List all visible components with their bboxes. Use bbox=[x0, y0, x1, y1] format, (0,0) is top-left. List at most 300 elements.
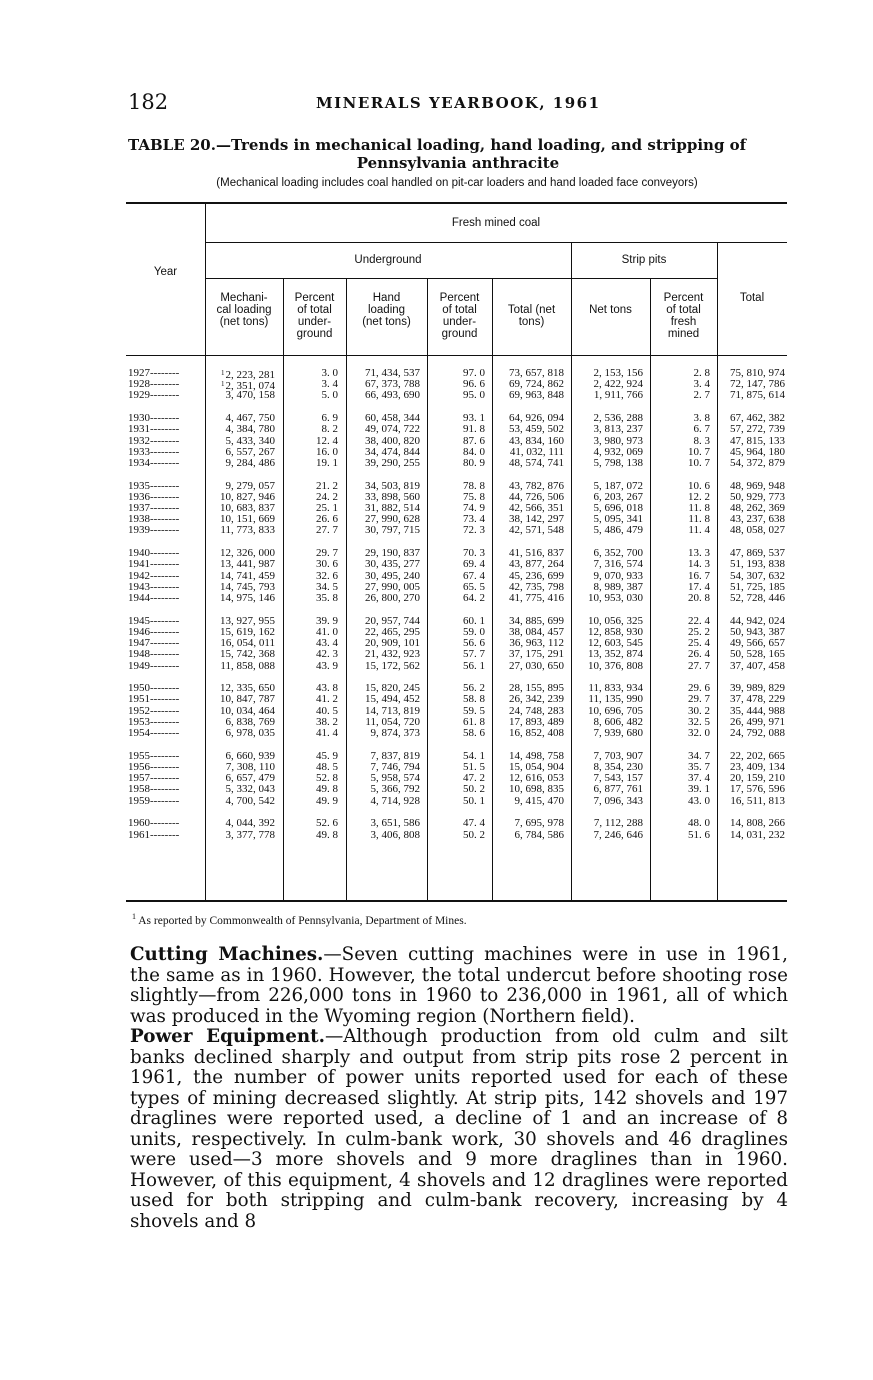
group-gap bbox=[284, 604, 338, 616]
table-cell-pct-strip: 27. 7 bbox=[688, 659, 710, 672]
table-cell-pct-strip: 3. 4 bbox=[693, 378, 710, 391]
table-cell-mech: 14, 741, 459 bbox=[220, 569, 275, 582]
table-cell-tot-ug: 7, 695, 978 bbox=[514, 817, 564, 830]
table-cell-mech: 13, 927, 955 bbox=[220, 614, 275, 627]
table-cell-pct-strip: 29. 6 bbox=[688, 682, 710, 695]
table-cell-pct-mech: 52. 6 bbox=[316, 817, 338, 830]
table-cell-tot-ug: 14, 498, 758 bbox=[509, 749, 564, 762]
table-cell-hand: 60, 458, 344 bbox=[365, 412, 420, 425]
header-total-underground: Total (net tons) bbox=[507, 304, 556, 328]
leader-dots: -------- bbox=[150, 727, 180, 740]
table-cell-mech: 14, 975, 146 bbox=[220, 591, 275, 604]
table-cell-pct-strip: 10. 7 bbox=[688, 456, 710, 469]
table-cell-tot-ug: 73, 657, 818 bbox=[509, 367, 564, 379]
year-label: 1961 bbox=[128, 828, 150, 841]
group-gap bbox=[718, 604, 785, 616]
year-label: 1954 bbox=[128, 727, 150, 740]
table-cell-total: 14, 808, 266 bbox=[730, 817, 785, 830]
table-cell-hand: 29, 190, 837 bbox=[365, 547, 420, 560]
table-cell-pct-mech: 12. 4 bbox=[316, 434, 338, 447]
table-cell-pct-hand: 50. 2 bbox=[463, 828, 485, 841]
column-pct-strip bbox=[651, 368, 710, 841]
table-cell-pct-mech: 3. 4 bbox=[321, 378, 338, 391]
table-cell-pct-mech: 16. 0 bbox=[316, 445, 338, 458]
table-cell-hand: 5, 366, 792 bbox=[370, 783, 420, 796]
leader-dots: -------- bbox=[150, 558, 180, 571]
table-cell-pct-mech: 49. 9 bbox=[316, 794, 338, 807]
year-label: 1953 bbox=[128, 715, 150, 728]
table-cell-total: 43, 237, 638 bbox=[730, 513, 785, 526]
table-cell-pct-strip: 26. 4 bbox=[688, 648, 710, 661]
table-cell-net: 2, 153, 156 bbox=[593, 367, 643, 379]
table-cell-pct-hand: 87. 6 bbox=[463, 434, 485, 447]
table-cell-hand: 21, 432, 923 bbox=[365, 648, 420, 661]
column-net-tons bbox=[572, 368, 643, 841]
table-cell-net: 5, 696, 018 bbox=[593, 502, 643, 515]
table-cell-net: 6, 877, 761 bbox=[593, 783, 643, 796]
table-cell-mech: 15, 742, 368 bbox=[220, 648, 275, 661]
header-mech-loading: Mechani- cal loading (net tons) bbox=[216, 292, 272, 328]
paragraph-text: —Although production from old culm and silt banks declined sharply and output from strip pits rose 2 percent in 1961, the number of power units reported used for each of these types of mining decreased slightly. At strip pits, 142 shovels and 197 draglines were reported used, a decline of 1 and an increase of 8 units, respectively. In culm-bank work, 30 shovels and 46 draglines were used—3 more shovels and 9 more draglines than in 1960. However, of this equipment, 4 shovels and 12 draglines were reported used for both stripping and culm-bank recovery, increasing by 4 shovels and 8 bbox=[130, 1026, 788, 1232]
header-total: Total bbox=[739, 292, 765, 304]
year-label: 1936 bbox=[128, 490, 150, 503]
header-pct-fresh: Percent of total fresh mined bbox=[663, 292, 704, 340]
table-cell-mech: 3, 377, 778 bbox=[225, 828, 275, 841]
table-cell-pct-mech: 41. 4 bbox=[316, 727, 338, 740]
table-cell-pct-mech: 25. 1 bbox=[316, 502, 338, 515]
table-cell-net: 10, 376, 808 bbox=[588, 659, 643, 672]
table-cell-tot-ug: 42, 571, 548 bbox=[509, 524, 564, 537]
cell-value: 2, 223, 281 bbox=[225, 369, 275, 381]
table-cell-total: 50, 943, 387 bbox=[730, 625, 785, 638]
year-label: 1949 bbox=[128, 659, 150, 672]
table-cell-mech: 11, 858, 088 bbox=[220, 659, 275, 672]
paragraph-cutting-machines bbox=[130, 945, 788, 1027]
table-cell-net: 5, 187, 072 bbox=[593, 479, 643, 492]
table-cell-net: 7, 703, 907 bbox=[593, 749, 643, 762]
table-cell-hand: 30, 435, 277 bbox=[365, 558, 420, 571]
table-cell-tot-ug: 44, 726, 506 bbox=[509, 490, 564, 503]
table-cell-pct-mech: 27. 7 bbox=[316, 524, 338, 537]
year-label: 1935 bbox=[128, 479, 150, 492]
table-cell-pct-hand: 72. 3 bbox=[463, 524, 485, 537]
leader-dots: -------- bbox=[150, 817, 180, 830]
table-cell-hand: 3, 651, 586 bbox=[370, 817, 420, 830]
table-cell-total: 52, 728, 446 bbox=[730, 591, 785, 604]
table-cell-net: 11, 135, 990 bbox=[588, 693, 643, 706]
header-strip-pits: Strip pits bbox=[621, 254, 667, 266]
header-hand-loading: Hand loading (net tons) bbox=[362, 292, 411, 328]
table-cell-tot-ug: 41, 516, 837 bbox=[509, 547, 564, 560]
table-top-rule bbox=[126, 202, 787, 204]
table-cell-total: 54, 307, 632 bbox=[730, 569, 785, 582]
table-cell-mech: 11, 773, 833 bbox=[220, 524, 275, 537]
table-cell-total: 16, 511, 813 bbox=[730, 794, 785, 807]
table-cell-total: 47, 815, 133 bbox=[730, 434, 785, 447]
header-year: Year bbox=[153, 266, 178, 278]
group-gap bbox=[347, 469, 420, 481]
year-label: 1928 bbox=[128, 378, 150, 391]
table-cell-pct-mech: 48. 5 bbox=[316, 761, 338, 773]
table-cell-pct-hand: 59. 0 bbox=[463, 625, 485, 638]
table-cell-pct-strip: 25. 4 bbox=[688, 637, 710, 650]
table-cell-pct-mech: 21. 2 bbox=[316, 479, 338, 492]
table-cell-total: 44, 942, 024 bbox=[730, 614, 785, 627]
table-cell-pct-mech: 38. 2 bbox=[316, 715, 338, 728]
table-cell-net: 12, 858, 930 bbox=[588, 625, 643, 638]
leader-dots: -------- bbox=[150, 648, 180, 661]
table-cell-tot-ug: 17, 893, 489 bbox=[509, 715, 564, 728]
table-title-line2: Pennsylvania anthracite bbox=[356, 154, 560, 172]
header-bottom-rule bbox=[126, 355, 787, 356]
table-cell-pct-hand: 57. 7 bbox=[463, 648, 485, 661]
table-cell-net: 11, 833, 934 bbox=[588, 682, 643, 695]
table-cell-pct-strip: 10. 6 bbox=[688, 479, 710, 492]
table-cell-tot-ug: 6, 784, 586 bbox=[514, 828, 564, 841]
table-cell-mech: 16, 054, 011 bbox=[220, 637, 275, 650]
year-label: 1939 bbox=[128, 524, 150, 537]
table-cell-pct-strip: 25. 2 bbox=[688, 625, 710, 638]
table-cell-mech: 5, 332, 043 bbox=[225, 783, 275, 796]
table-cell-pct-strip: 16. 7 bbox=[688, 569, 710, 582]
table-cell-year bbox=[128, 661, 204, 672]
table-cell-total: 39, 989, 829 bbox=[730, 682, 785, 695]
leader-dots: -------- bbox=[150, 547, 180, 560]
table-cell-hand: 71, 434, 537 bbox=[365, 367, 420, 379]
year-label: 1959 bbox=[128, 794, 150, 807]
leader-dots: -------- bbox=[150, 412, 180, 425]
footnote-ref: 1 bbox=[221, 380, 225, 389]
table-cell-total: 20, 159, 210 bbox=[730, 772, 785, 785]
table-cell-net: 5, 798, 138 bbox=[593, 456, 643, 469]
table-cell-pct-strip: 51. 6 bbox=[688, 828, 710, 841]
table-cell-year bbox=[128, 830, 204, 841]
table-cell-pct-hand: 61. 8 bbox=[463, 715, 485, 728]
table-cell-net: 13, 352, 874 bbox=[588, 648, 643, 661]
table-cell-net: 10, 696, 705 bbox=[588, 704, 643, 717]
table-cell-pct-hand: 59. 5 bbox=[463, 704, 485, 717]
group-gap bbox=[493, 469, 564, 481]
table-cell-total: 17, 576, 596 bbox=[730, 783, 785, 796]
table-cell-hand: 7, 837, 819 bbox=[370, 749, 420, 762]
leader-dots: -------- bbox=[150, 761, 180, 773]
table-cell-net: 7, 543, 157 bbox=[593, 772, 643, 785]
table-cell-total: 48, 058, 027 bbox=[730, 524, 785, 537]
table-cell-mech: 6, 978, 035 bbox=[225, 727, 275, 740]
table-cell-hand: 27, 990, 628 bbox=[365, 513, 420, 526]
page-number: 182 bbox=[128, 90, 169, 114]
table-cell-total: 48, 262, 369 bbox=[730, 502, 785, 515]
year-label: 1929 bbox=[128, 389, 150, 402]
header-rule-sub bbox=[205, 278, 717, 279]
table-cell-pct-strip: 11. 8 bbox=[688, 502, 710, 515]
table-cell-total: 47, 869, 537 bbox=[730, 547, 785, 560]
table-cell-mech: 14, 745, 793 bbox=[220, 580, 275, 593]
table-cell-tot-ug: 34, 885, 699 bbox=[509, 614, 564, 627]
table-cell-pct-strip: 35. 7 bbox=[688, 761, 710, 773]
table-cell-mech: 13, 441, 987 bbox=[220, 558, 275, 571]
table-cell-mech: 6, 657, 479 bbox=[225, 772, 275, 785]
table-cell-net: 10, 953, 030 bbox=[588, 591, 643, 604]
table-cell-total: 35, 444, 988 bbox=[730, 704, 785, 717]
table-cell-pct-strip: 32. 5 bbox=[688, 715, 710, 728]
header-pct-hand: Percent of total under- ground bbox=[439, 292, 480, 340]
leader-dots: -------- bbox=[150, 637, 180, 650]
table-cell-pct-hand: 95. 0 bbox=[463, 389, 485, 402]
table-cell-mech: 15, 619, 162 bbox=[220, 625, 275, 638]
table-cell-net: 7, 939, 680 bbox=[593, 727, 643, 740]
group-gap bbox=[572, 604, 643, 616]
table-cell-net: 8, 606, 482 bbox=[593, 715, 643, 728]
table-cell-total: 71, 875, 614 bbox=[730, 389, 785, 402]
leader-dots: -------- bbox=[150, 569, 180, 582]
footnote-text: As reported by Commonwealth of Pennsylvania, Department of Mines. bbox=[138, 914, 467, 927]
table-cell-net: 9, 070, 933 bbox=[593, 569, 643, 582]
table-cell-pct-mech: 3. 0 bbox=[321, 367, 338, 379]
table-cell-pct-mech: 29. 7 bbox=[316, 547, 338, 560]
table-cell-total: 57, 272, 739 bbox=[730, 423, 785, 436]
header-net-tons: Net tons bbox=[589, 304, 632, 316]
table-cell-pct-mech: 49. 8 bbox=[316, 783, 338, 796]
table-cell-hand: 3, 406, 808 bbox=[370, 828, 420, 841]
year-label: 1937 bbox=[128, 502, 150, 515]
year-label: 1927 bbox=[128, 367, 150, 379]
table-cell-pct-hand: 56. 2 bbox=[463, 682, 485, 695]
table-cell-pct-hand: 74. 9 bbox=[463, 502, 485, 515]
header-rule-fresh bbox=[205, 242, 787, 243]
table-cell-total: 49, 566, 657 bbox=[730, 637, 785, 650]
table-cell-hand: 20, 957, 744 bbox=[365, 614, 420, 627]
table-cell-pct-hand: 64. 2 bbox=[463, 591, 485, 604]
group-gap bbox=[572, 469, 643, 481]
table-cell-mech: 9, 284, 486 bbox=[225, 456, 275, 469]
table-cell-mech: 10, 847, 787 bbox=[220, 693, 275, 706]
table-cell-mech: 3, 470, 158 bbox=[225, 389, 275, 402]
table-cell-hand: 15, 494, 452 bbox=[365, 693, 420, 706]
table-cell-hand: 31, 882, 514 bbox=[365, 502, 420, 515]
table-cell-pct-hand: 69. 4 bbox=[463, 558, 485, 571]
group-gap bbox=[718, 469, 785, 481]
table-cell-total: 75, 810, 974 bbox=[730, 367, 785, 379]
table-cell-net: 8, 354, 230 bbox=[593, 761, 643, 773]
table-cell-pct-strip: 10. 7 bbox=[688, 445, 710, 458]
table-cell-pct-mech: 52. 8 bbox=[316, 772, 338, 785]
leader-dots: -------- bbox=[150, 378, 180, 391]
table-cell-total: 37, 478, 229 bbox=[730, 693, 785, 706]
table-cell-tot-ug: 69, 724, 862 bbox=[509, 378, 564, 391]
column-hand-loading bbox=[347, 368, 420, 841]
table-cell-pct-strip: 2. 8 bbox=[693, 367, 710, 379]
table-cell-pct-hand: 50. 2 bbox=[463, 783, 485, 796]
year-label: 1931 bbox=[128, 423, 150, 436]
year-label: 1942 bbox=[128, 569, 150, 582]
table-cell-pct-mech: 42. 3 bbox=[316, 648, 338, 661]
table-cell-pct-strip: 17. 4 bbox=[688, 580, 710, 593]
table-cell-total: 50, 929, 773 bbox=[730, 490, 785, 503]
table-cell-hand: 9, 874, 373 bbox=[370, 727, 420, 740]
table-cell-tot-ug: 42, 566, 351 bbox=[509, 502, 564, 515]
leader-dots: -------- bbox=[150, 828, 180, 841]
table-cell-tot-ug: 27, 030, 650 bbox=[509, 659, 564, 672]
table-bottom-rule bbox=[126, 900, 787, 902]
table-cell-pct-strip: 43. 0 bbox=[688, 794, 710, 807]
table-cell-total: 48, 969, 948 bbox=[730, 479, 785, 492]
year-label: 1960 bbox=[128, 817, 150, 830]
table-cell-tot-ug: 24, 748, 283 bbox=[509, 704, 564, 717]
table-cell-tot-ug: 64, 926, 094 bbox=[509, 412, 564, 425]
running-header: MINERALS YEARBOOK, 1961 bbox=[316, 94, 601, 112]
table-cell-hand: 15, 172, 562 bbox=[365, 659, 420, 672]
leader-dots: -------- bbox=[150, 783, 180, 796]
table-cell-year bbox=[128, 593, 204, 604]
table-cell-mech: 5, 433, 340 bbox=[225, 434, 275, 447]
table-cell-pct-strip: 39. 1 bbox=[688, 783, 710, 796]
table-cell-hand: 33, 898, 560 bbox=[365, 490, 420, 503]
table-cell-pct-hand: 73. 4 bbox=[463, 513, 485, 526]
leader-dots: -------- bbox=[150, 479, 180, 492]
group-gap bbox=[651, 469, 710, 481]
table-cell-net: 1, 911, 766 bbox=[593, 389, 643, 402]
year-label: 1945 bbox=[128, 614, 150, 627]
table-cell-mech: 6, 660, 939 bbox=[225, 749, 275, 762]
table-cell-hand: 26, 800, 270 bbox=[365, 591, 420, 604]
table-cell-pct-strip: 12. 2 bbox=[688, 490, 710, 503]
leader-dots: -------- bbox=[150, 524, 180, 537]
table-cell-pct-mech: 43. 4 bbox=[316, 637, 338, 650]
header-underground: Underground bbox=[354, 254, 422, 266]
leader-dots: -------- bbox=[150, 580, 180, 593]
table-cell-net: 12, 603, 545 bbox=[588, 637, 643, 650]
table-cell-net: 5, 095, 341 bbox=[593, 513, 643, 526]
table-cell-pct-hand: 51. 5 bbox=[463, 761, 485, 773]
leader-dots: -------- bbox=[150, 591, 180, 604]
group-gap bbox=[428, 604, 485, 616]
leader-dots: -------- bbox=[150, 715, 180, 728]
table-cell-hand: 30, 495, 240 bbox=[365, 569, 420, 582]
footnote-marker: 1 bbox=[132, 912, 136, 921]
table-cell-net: 10, 056, 325 bbox=[588, 614, 643, 627]
table-cell-net: 2, 536, 288 bbox=[593, 412, 643, 425]
table-cell-net: 4, 932, 069 bbox=[593, 445, 643, 458]
year-label: 1940 bbox=[128, 547, 150, 560]
column-pct-hand bbox=[428, 368, 485, 841]
table-cell-tot-ug: 9, 415, 470 bbox=[514, 794, 564, 807]
table-cell-pct-hand: 78. 8 bbox=[463, 479, 485, 492]
table-cell-pct-hand: 80. 9 bbox=[463, 456, 485, 469]
table-cell-year bbox=[128, 390, 204, 401]
table-cell-net: 3, 813, 237 bbox=[593, 423, 643, 436]
table-cell-pct-strip: 11. 4 bbox=[688, 524, 710, 537]
year-label: 1951 bbox=[128, 693, 150, 706]
table-cell-pct-hand: 60. 1 bbox=[463, 614, 485, 627]
table-cell-hand: 67, 373, 788 bbox=[365, 378, 420, 391]
year-label: 1950 bbox=[128, 682, 150, 695]
table-cell-pct-mech: 41. 2 bbox=[316, 693, 338, 706]
table-cell-tot-ug: 43, 877, 264 bbox=[509, 558, 564, 571]
year-label: 1930 bbox=[128, 412, 150, 425]
table-cell-tot-ug: 41, 032, 111 bbox=[509, 445, 564, 458]
table-cell-pct-mech: 40. 5 bbox=[316, 704, 338, 717]
leader-dots: -------- bbox=[150, 749, 180, 762]
table-cell-pct-strip: 32. 0 bbox=[688, 727, 710, 740]
table-cell-pct-mech: 19. 1 bbox=[316, 456, 338, 469]
table-cell-total: 23, 409, 134 bbox=[730, 761, 785, 773]
group-gap bbox=[493, 604, 564, 616]
table-cell-pct-hand: 56. 6 bbox=[463, 637, 485, 650]
year-label: 1932 bbox=[128, 434, 150, 447]
table-cell-pct-hand: 97. 0 bbox=[463, 367, 485, 379]
table-cell-mech: 4, 467, 750 bbox=[225, 412, 275, 425]
table-cell-pct-mech: 24. 2 bbox=[316, 490, 338, 503]
paragraph-text: —Seven cutting machines were in use in 1961, the same as in 1960. However, the total undercut before shooting rose slightly—from 226,000 tons in 1960 to 236,000 in 1961, all of which was produced in the Wyoming region (Northern field). bbox=[130, 944, 788, 1027]
table-cell-pct-hand: 96. 6 bbox=[463, 378, 485, 391]
table-cell-mech: 4, 384, 780 bbox=[225, 423, 275, 436]
table-cell-tot-ug: 28, 155, 895 bbox=[509, 682, 564, 695]
table-cell-net: 6, 352, 700 bbox=[593, 547, 643, 560]
table-cell-tot-ug: 12, 616, 053 bbox=[509, 772, 564, 785]
table-footnote bbox=[132, 912, 467, 927]
table-cell-pct-mech: 41. 0 bbox=[316, 625, 338, 638]
year-label: 1934 bbox=[128, 456, 150, 469]
table-cell-hand: 34, 503, 819 bbox=[365, 479, 420, 492]
table-cell-pct-hand: 70. 3 bbox=[463, 547, 485, 560]
leader-dots: -------- bbox=[150, 389, 180, 402]
table-cell-tot-ug: 15, 054, 904 bbox=[509, 761, 564, 773]
table-cell-pct-strip: 13. 3 bbox=[688, 547, 710, 560]
table-cell-mech: 4, 044, 392 bbox=[225, 817, 275, 830]
leader-dots: -------- bbox=[150, 693, 180, 706]
table-cell-tot-ug: 37, 175, 291 bbox=[509, 648, 564, 661]
table-cell-hand: 49, 074, 722 bbox=[365, 423, 420, 436]
table-cell-hand: 20, 909, 101 bbox=[365, 637, 420, 650]
table-cell-tot-ug: 38, 084, 457 bbox=[509, 625, 564, 638]
table-title bbox=[128, 136, 788, 172]
header-pct-mech: Percent of total under- ground bbox=[294, 292, 335, 340]
table-cell-total: 26, 499, 971 bbox=[730, 715, 785, 728]
table-cell-tot-ug: 16, 852, 408 bbox=[509, 727, 564, 740]
table-cell-hand: 27, 990, 005 bbox=[365, 580, 420, 593]
table-cell-pct-strip: 14. 3 bbox=[688, 558, 710, 571]
table-cell-mech: 4, 700, 542 bbox=[225, 794, 275, 807]
header-fresh-mined: Fresh mined coal bbox=[451, 217, 541, 229]
table-cell-pct-mech: 26. 6 bbox=[316, 513, 338, 526]
table-title-line1: TABLE 20.—Trends in mechanical loading, hand loading, and stripping of bbox=[128, 136, 747, 154]
table-cell-net: 7, 112, 288 bbox=[593, 817, 643, 830]
table-cell-tot-ug: 45, 236, 699 bbox=[509, 569, 564, 582]
table-cell-total: 24, 792, 088 bbox=[730, 727, 785, 740]
table-cell-total: 72, 147, 786 bbox=[730, 378, 785, 391]
year-label: 1943 bbox=[128, 580, 150, 593]
leader-dots: -------- bbox=[150, 513, 180, 526]
table-cell-pct-mech: 39. 9 bbox=[316, 614, 338, 627]
year-label: 1946 bbox=[128, 625, 150, 638]
table-cell-pct-hand: 50. 1 bbox=[463, 794, 485, 807]
table-cell-pct-strip: 29. 7 bbox=[688, 693, 710, 706]
column-total bbox=[718, 368, 785, 841]
table-cell-pct-mech: 45. 9 bbox=[316, 749, 338, 762]
leader-dots: -------- bbox=[150, 704, 180, 717]
table-cell-net: 7, 246, 646 bbox=[593, 828, 643, 841]
table-cell-pct-mech: 30. 6 bbox=[316, 558, 338, 571]
table-cell-pct-strip: 30. 2 bbox=[688, 704, 710, 717]
table-cell-pct-strip: 2. 7 bbox=[693, 389, 710, 402]
leader-dots: -------- bbox=[150, 434, 180, 447]
leader-dots: -------- bbox=[150, 367, 180, 379]
table-cell-mech: 12, 335, 650 bbox=[220, 682, 275, 695]
table-cell-total: 54, 372, 879 bbox=[730, 456, 785, 469]
table-cell-mech bbox=[206, 368, 275, 379]
table-cell-pct-strip: 20. 8 bbox=[688, 591, 710, 604]
